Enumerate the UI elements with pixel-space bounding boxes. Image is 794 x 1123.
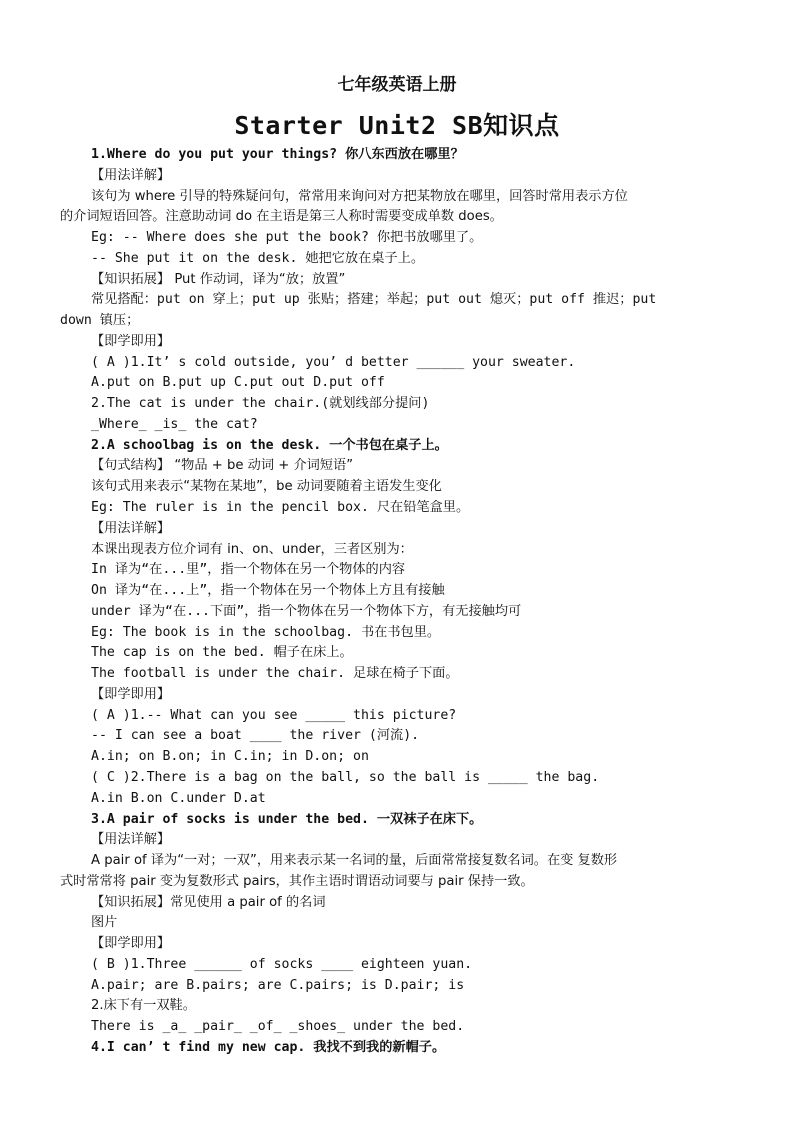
exercise-options: A.put on B.put up C.put out D.put off	[91, 375, 385, 391]
paragraph-line: 本课出现表方位介词有 in、on、under，三者区别为：	[91, 541, 413, 557]
paragraph-line: 该句为 where 引导的特殊疑问句，常常用来询问对方把某物放在哪里，回答时常用表示方位	[91, 188, 628, 204]
section-heading-1: 1.Where do you put your things? 你八东西放在哪里？	[91, 147, 464, 162]
image-placeholder-text: 图片	[91, 915, 118, 931]
label-practice: 【即学即用】	[91, 333, 171, 349]
exercise-question: -- I can see a boat ____ the river (河流).	[91, 728, 420, 744]
section-heading-3: 3.A pair of socks is under the bed. 一双袜子在床下。	[91, 811, 483, 827]
example-line: Eg: The book is in the schoolbag. 书在书包里。	[91, 624, 441, 640]
label-usage: 【用法详解】	[91, 832, 171, 848]
paragraph-line: 该句式用来表示“某物在某地”，be 动词要随着主语发生变化	[91, 479, 442, 495]
exercise-options: A.in B.on C.under D.at	[91, 790, 266, 806]
paragraph-line: On 译为“在...上”，指一个物体在另一个物体上方且有接触	[91, 583, 445, 599]
label-practice: 【即学即用】	[91, 686, 171, 702]
paragraph-line: A pair of 译为“一对；一双”，用来表示某一名词的量，后面常常接复数名词。在变 复数形	[91, 853, 618, 869]
paragraph-line: 式时常常将 pair 变为复数形式 pairs，其作主语时谓语动词要与 pair 保持一致。	[60, 873, 534, 889]
exercise-answer: There is _a_ _pair_ _of_ _shoes_ under the bed.	[91, 1019, 465, 1035]
label-usage: 【用法详解】	[91, 520, 171, 536]
document-subtitle: 七年级英语上册	[337, 75, 457, 95]
section-heading-4: 4.I can’ t find my new cap. 我找不到我的新帽子。	[91, 1039, 446, 1055]
paragraph-line: down 镇压；	[60, 313, 140, 329]
example-line: Eg: The ruler is in the pencil box. 尺在铅笔盒里。	[91, 500, 470, 516]
document-title: Starter Unit2 SB知识点	[234, 111, 560, 140]
paragraph-line: 的介词短语回答。注意助动词 do 在主语是第三人称时需要变成单数 does。	[60, 209, 503, 225]
paragraph-line: 常见搭配：put on 穿上；put up 张贴；搭建；举起；put out 熄灭；put off 推迟；put	[91, 292, 657, 308]
label-extension: 【知识拓展】常见使用 a pair of 的名词	[91, 894, 326, 910]
exercise-question: ( A )1.It’ s cold outside, you’ d better ______ your sweater.	[91, 354, 576, 370]
paragraph-line: In 译为“在...里”，指一个物体在另一个物体的内容	[91, 562, 406, 578]
section-heading-2: 2.A schoolbag is on the desk. 一个书包在桌子上。	[91, 437, 448, 453]
example-line: The cap is on the bed. 帽子在床上。	[91, 645, 353, 661]
exercise-options: A.in; on B.on; in C.in; in D.on; on	[91, 749, 369, 765]
exercise-question: ( A )1.-- What can you see _____ this picture?	[91, 707, 457, 723]
label-structure: 【句式结构】 “物品 + be 动词 + 介词短语”	[91, 458, 354, 474]
exercise-answer: _Where_ _is_ the cat?	[91, 416, 258, 432]
paragraph-line: under 译为“在...下面”，指一个物体在另一个物体下方，有无接触均可	[91, 603, 522, 619]
label-practice: 【即学即用】	[91, 936, 171, 952]
label-extension: 【知识拓展】 Put 作动词，译为“放；放置”	[91, 271, 346, 287]
label-usage: 【用法详解】	[91, 167, 171, 183]
exercise-question: 2.The cat is under the chair.(就划线部分提问)	[91, 396, 430, 412]
example-line: Eg: -- Where does she put the book? 你把书放哪里了。	[91, 230, 483, 246]
exercise-options: A.pair; are B.pairs; are C.pairs; is D.pair; is	[91, 977, 465, 993]
example-line: -- She put it on the desk. 她把它放在桌子上。	[91, 250, 425, 266]
exercise-question: ( B )1.Three ______ of socks ____ eighteen yuan.	[91, 956, 473, 972]
exercise-question: 2.床下有一双鞋。	[91, 998, 196, 1014]
exercise-question: ( C )2.There is a bag on the ball, so the ball is _____ the bag.	[91, 769, 600, 785]
example-line: The football is under the chair. 足球在椅子下面。	[91, 666, 459, 682]
document-body	[60, 145, 740, 1059]
